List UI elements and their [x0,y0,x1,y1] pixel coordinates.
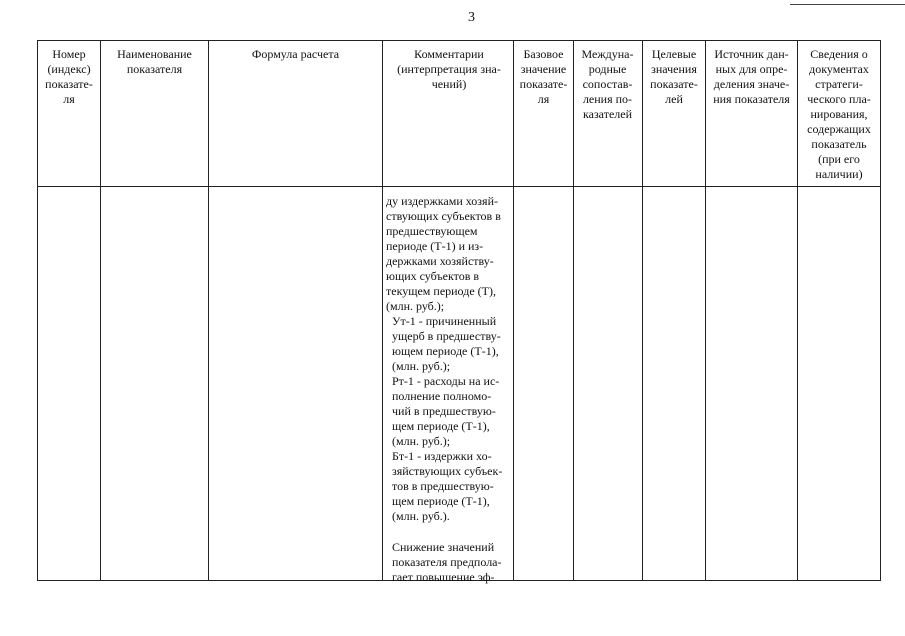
table-column-border [573,40,574,581]
top-right-rule [790,4,905,5]
page-number: 3 [468,10,475,25]
header-name: Наименование показателя [117,47,192,76]
comments-cell [386,194,510,585]
header-comments: Комментарии (интерпретация зна-чений) [397,47,501,91]
table-column-border [642,40,643,581]
table-top-border [37,40,880,41]
header-data-source: Источник дан-ных для опре-деления значе-ния показателя [713,47,790,106]
table-column-border [880,40,881,581]
table-column-border [382,40,383,581]
comment-paragraph: ду издержками хозяй-ствующих субъектов в предшествующем периоде (Т-1) и из-держками хозяйству-ющих субъектов в текущем периоде (Т), (млн. руб.); [386,194,501,313]
table-column-border [37,40,38,581]
table-column-border [100,40,101,581]
comment-paragraph: Рт-1 - расходы на ис-полнение полномо-чий в предшествую-щем периоде (Т-1), (млн. руб.); [392,374,500,448]
comment-paragraph: Ут-1 - причиненный ущерб в предшеству-ющем периоде (Т-1), (млн. руб.); [392,314,501,373]
header-strategic-docs: Сведения о документах стратеги-ческого пла-нирования, содержащих показатель (при его наличии) [807,47,871,181]
table-column-border [797,40,798,581]
header-target-values: Целевые значения показате-лей [650,47,698,106]
table-column-border [208,40,209,581]
comment-paragraph: Бт-1 - издержки хо-зяйствующих субъек-тов в предшествую-щем периоде (Т-1), (млн. руб.). [392,449,503,523]
header-base-value: Базовое значение показате-ля [519,47,568,106]
header-row-separator [37,186,880,187]
table-column-border [705,40,706,581]
header-formula: Формула расчета [251,47,340,61]
table-column-border [513,40,514,581]
header-international: Междуна-родные сопостав-ления по-казателей [581,47,634,121]
comment-paragraph: Снижение значений показателя предпола-гает повышение эф- [392,540,502,584]
header-index: Номер (индекс) показате-ля [45,47,93,106]
